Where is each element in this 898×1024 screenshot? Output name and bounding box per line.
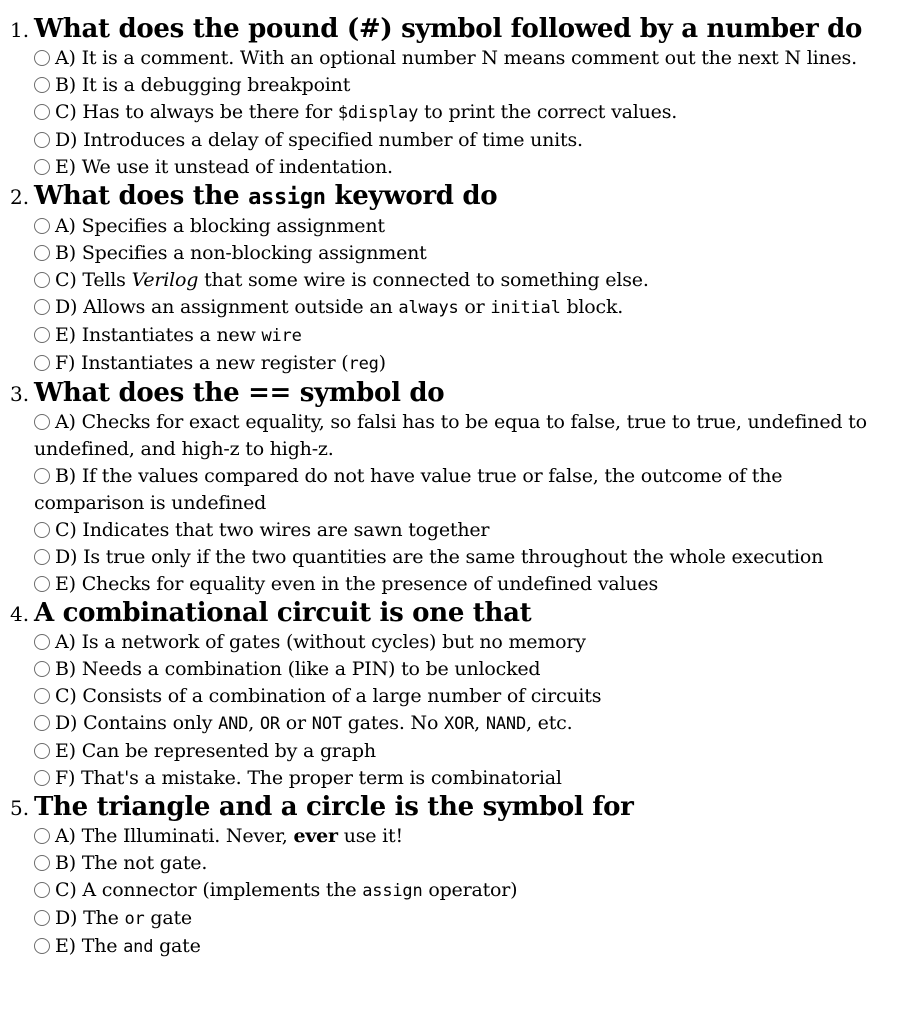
option-text: A) It is a comment. With an optional number N means comment out the next N lines. bbox=[55, 47, 857, 69]
option-label bbox=[55, 47, 857, 69]
option-text: and bbox=[123, 937, 154, 957]
option-text: , bbox=[248, 712, 260, 734]
option-text: A) Specifies a blocking assignment bbox=[55, 215, 385, 237]
option-label bbox=[55, 74, 350, 96]
option-label bbox=[55, 101, 677, 123]
option-text: that some wire is connected to something else. bbox=[198, 269, 649, 291]
option-text: ) bbox=[378, 352, 386, 374]
option-text: reg bbox=[348, 354, 379, 374]
radio-button[interactable] bbox=[34, 50, 50, 66]
option-text: , etc. bbox=[525, 712, 573, 734]
option-list bbox=[34, 629, 874, 792]
question-title-text: A combinational circuit is one that bbox=[34, 598, 532, 628]
option-text: C) Consists of a combination of a large number of circuits bbox=[55, 685, 602, 707]
option-list bbox=[34, 45, 874, 181]
option-e[interactable] bbox=[34, 154, 874, 181]
option-text: $display bbox=[337, 103, 419, 123]
radio-button[interactable] bbox=[34, 743, 50, 759]
question-heading bbox=[10, 378, 874, 409]
option-d[interactable] bbox=[34, 710, 874, 738]
radio-button[interactable] bbox=[34, 910, 50, 926]
radio-button[interactable] bbox=[34, 299, 50, 315]
radio-button[interactable] bbox=[34, 77, 50, 93]
option-text: B) Needs a combination (like a PIN) to be unlocked bbox=[55, 658, 541, 680]
option-c[interactable] bbox=[34, 99, 874, 127]
option-text: to print the correct values. bbox=[418, 101, 678, 123]
radio-button[interactable] bbox=[34, 549, 50, 565]
option-text: always bbox=[398, 298, 459, 318]
option-e[interactable] bbox=[34, 738, 874, 765]
question-title-text: What does the == symbol do bbox=[34, 378, 445, 408]
option-label bbox=[55, 573, 658, 595]
option-text: B) Specifies a non-blocking assignment bbox=[55, 242, 427, 264]
radio-button[interactable] bbox=[34, 272, 50, 288]
question-number: 5. bbox=[10, 796, 30, 820]
option-list bbox=[34, 409, 874, 598]
option-label bbox=[55, 825, 403, 847]
option-text: E) Can be represented by a graph bbox=[55, 740, 376, 762]
option-text: NAND bbox=[485, 714, 526, 734]
option-d[interactable] bbox=[34, 544, 874, 571]
option-text: D) Introduces a delay of specified number of time units. bbox=[55, 129, 583, 151]
radio-button[interactable] bbox=[34, 688, 50, 704]
option-label bbox=[55, 740, 376, 762]
option-label bbox=[55, 631, 586, 653]
option-label bbox=[55, 879, 517, 901]
option-list bbox=[34, 213, 874, 378]
option-b[interactable] bbox=[34, 72, 874, 99]
radio-button[interactable] bbox=[34, 661, 50, 677]
option-text: gate bbox=[144, 907, 192, 929]
option-text: use it! bbox=[337, 825, 403, 847]
option-text: or bbox=[124, 909, 145, 929]
option-label bbox=[55, 685, 601, 707]
question-title bbox=[34, 598, 531, 628]
option-text: D) Allows an assignment outside an bbox=[55, 296, 399, 318]
option-label bbox=[34, 411, 867, 460]
question-heading bbox=[10, 14, 874, 45]
option-text: block. bbox=[560, 296, 624, 318]
option-b[interactable] bbox=[34, 656, 874, 683]
question-title-text: What does the bbox=[34, 181, 249, 211]
question-title bbox=[34, 378, 444, 408]
question-1 bbox=[10, 14, 874, 181]
option-a[interactable] bbox=[34, 823, 874, 850]
option-text: gate bbox=[153, 935, 201, 957]
option-f[interactable] bbox=[34, 350, 874, 378]
option-text: A) Checks for exact equality, so falsi has to be equa to false, true to true, undefined to undefined, and high-z to high-z. bbox=[34, 411, 867, 460]
question-2 bbox=[10, 181, 874, 378]
question-5 bbox=[10, 792, 874, 961]
option-text: or bbox=[458, 296, 491, 318]
option-b[interactable] bbox=[34, 463, 874, 517]
option-text: XOR bbox=[444, 714, 475, 734]
option-text: D) Contains only bbox=[55, 712, 219, 734]
option-label bbox=[55, 242, 427, 264]
option-a[interactable] bbox=[34, 45, 874, 72]
option-text: A) Is a network of gates (without cycles) but no memory bbox=[55, 631, 586, 653]
option-label bbox=[55, 712, 572, 734]
option-label bbox=[55, 269, 649, 291]
option-label bbox=[34, 465, 782, 514]
option-text: operator) bbox=[422, 879, 518, 901]
option-text: B) If the values compared do not have value true or false, the outcome of the comparison is undefined bbox=[34, 465, 783, 514]
option-text: A) The Illuminati. Never, bbox=[55, 825, 294, 847]
question-number: 1. bbox=[10, 18, 30, 42]
option-text: gates. No bbox=[341, 712, 445, 734]
option-label bbox=[55, 296, 623, 318]
question-4 bbox=[10, 598, 874, 792]
option-list bbox=[34, 823, 874, 961]
option-text: B) The not gate. bbox=[55, 852, 208, 874]
option-label bbox=[55, 546, 823, 568]
option-text: OR bbox=[259, 714, 280, 734]
option-text: E) We use it unstead of indentation. bbox=[55, 156, 393, 178]
option-text: C) Tells bbox=[55, 269, 132, 291]
option-text: E) The bbox=[55, 935, 124, 957]
option-text: C) Indicates that two wires are sawn together bbox=[55, 519, 490, 541]
option-label bbox=[55, 852, 207, 874]
question-title-text: The triangle and a circle is the symbol for bbox=[34, 792, 634, 822]
option-text: D) Is true only if the two quantities are the same throughout the whole execution bbox=[55, 546, 824, 568]
option-text: E) Checks for equality even in the presence of undefined values bbox=[55, 573, 659, 595]
question-title bbox=[34, 792, 634, 822]
option-text: F) Instantiates a new register ( bbox=[55, 352, 349, 374]
radio-button[interactable] bbox=[34, 159, 50, 175]
radio-button[interactable] bbox=[34, 327, 50, 343]
option-b[interactable] bbox=[34, 850, 874, 877]
question-title bbox=[34, 181, 497, 213]
question-heading bbox=[10, 598, 874, 629]
option-d[interactable] bbox=[34, 294, 874, 322]
radio-button[interactable] bbox=[34, 522, 50, 538]
question-title bbox=[34, 14, 862, 44]
option-text: or bbox=[279, 712, 312, 734]
radio-button[interactable] bbox=[34, 218, 50, 234]
radio-button[interactable] bbox=[34, 576, 50, 592]
radio-button[interactable] bbox=[34, 245, 50, 261]
option-b[interactable] bbox=[34, 240, 874, 267]
option-label bbox=[55, 352, 386, 374]
radio-button[interactable] bbox=[34, 938, 50, 954]
radio-button[interactable] bbox=[34, 634, 50, 650]
radio-button[interactable] bbox=[34, 355, 50, 371]
option-label bbox=[55, 907, 192, 929]
option-label bbox=[55, 129, 583, 151]
question-number: 2. bbox=[10, 185, 30, 209]
radio-button[interactable] bbox=[34, 132, 50, 148]
option-text: wire bbox=[261, 326, 302, 346]
radio-button[interactable] bbox=[34, 770, 50, 786]
option-c[interactable] bbox=[34, 877, 874, 905]
radio-button[interactable] bbox=[34, 104, 50, 120]
option-label bbox=[55, 156, 393, 178]
option-text: initial bbox=[490, 298, 561, 318]
option-a[interactable] bbox=[34, 213, 874, 240]
option-text: NOT bbox=[311, 714, 342, 734]
radio-button[interactable] bbox=[34, 468, 50, 484]
option-text: F) That's a mistake. The proper term is combinatorial bbox=[55, 767, 562, 789]
option-c[interactable] bbox=[34, 517, 874, 544]
option-c[interactable] bbox=[34, 683, 874, 710]
option-label bbox=[55, 519, 489, 541]
option-text: Verilog bbox=[131, 269, 199, 291]
option-label bbox=[55, 767, 562, 789]
question-title-text: What does the pound (#) symbol followed by a number do bbox=[34, 14, 863, 44]
option-text: ever bbox=[293, 825, 338, 847]
question-3 bbox=[10, 378, 874, 598]
option-text: B) It is a debugging breakpoint bbox=[55, 74, 351, 96]
option-a[interactable] bbox=[34, 409, 874, 463]
option-text: assign bbox=[362, 881, 423, 901]
option-text: E) Instantiates a new bbox=[55, 324, 262, 346]
option-c[interactable] bbox=[34, 267, 874, 294]
question-title-text: keyword do bbox=[325, 181, 498, 211]
option-d[interactable] bbox=[34, 127, 874, 154]
question-heading bbox=[10, 181, 874, 213]
option-text: , bbox=[474, 712, 486, 734]
option-label bbox=[55, 935, 201, 957]
question-number: 4. bbox=[10, 602, 30, 626]
option-label bbox=[55, 215, 385, 237]
question-number: 3. bbox=[10, 382, 30, 406]
question-title-text: assign bbox=[248, 185, 326, 210]
radio-button[interactable] bbox=[34, 882, 50, 898]
option-label bbox=[55, 658, 540, 680]
option-label bbox=[55, 324, 302, 346]
radio-button[interactable] bbox=[34, 855, 50, 871]
radio-button[interactable] bbox=[34, 414, 50, 430]
option-text: C) A connector (implements the bbox=[55, 879, 363, 901]
option-d[interactable] bbox=[34, 905, 874, 933]
option-e[interactable] bbox=[34, 571, 874, 598]
radio-button[interactable] bbox=[34, 828, 50, 844]
radio-button[interactable] bbox=[34, 715, 50, 731]
option-text: C) Has to always be there for bbox=[55, 101, 338, 123]
option-a[interactable] bbox=[34, 629, 874, 656]
question-heading bbox=[10, 792, 874, 823]
option-text: AND bbox=[218, 714, 249, 734]
option-e[interactable] bbox=[34, 933, 874, 961]
option-f[interactable] bbox=[34, 765, 874, 792]
option-e[interactable] bbox=[34, 322, 874, 350]
option-text: D) The bbox=[55, 907, 125, 929]
